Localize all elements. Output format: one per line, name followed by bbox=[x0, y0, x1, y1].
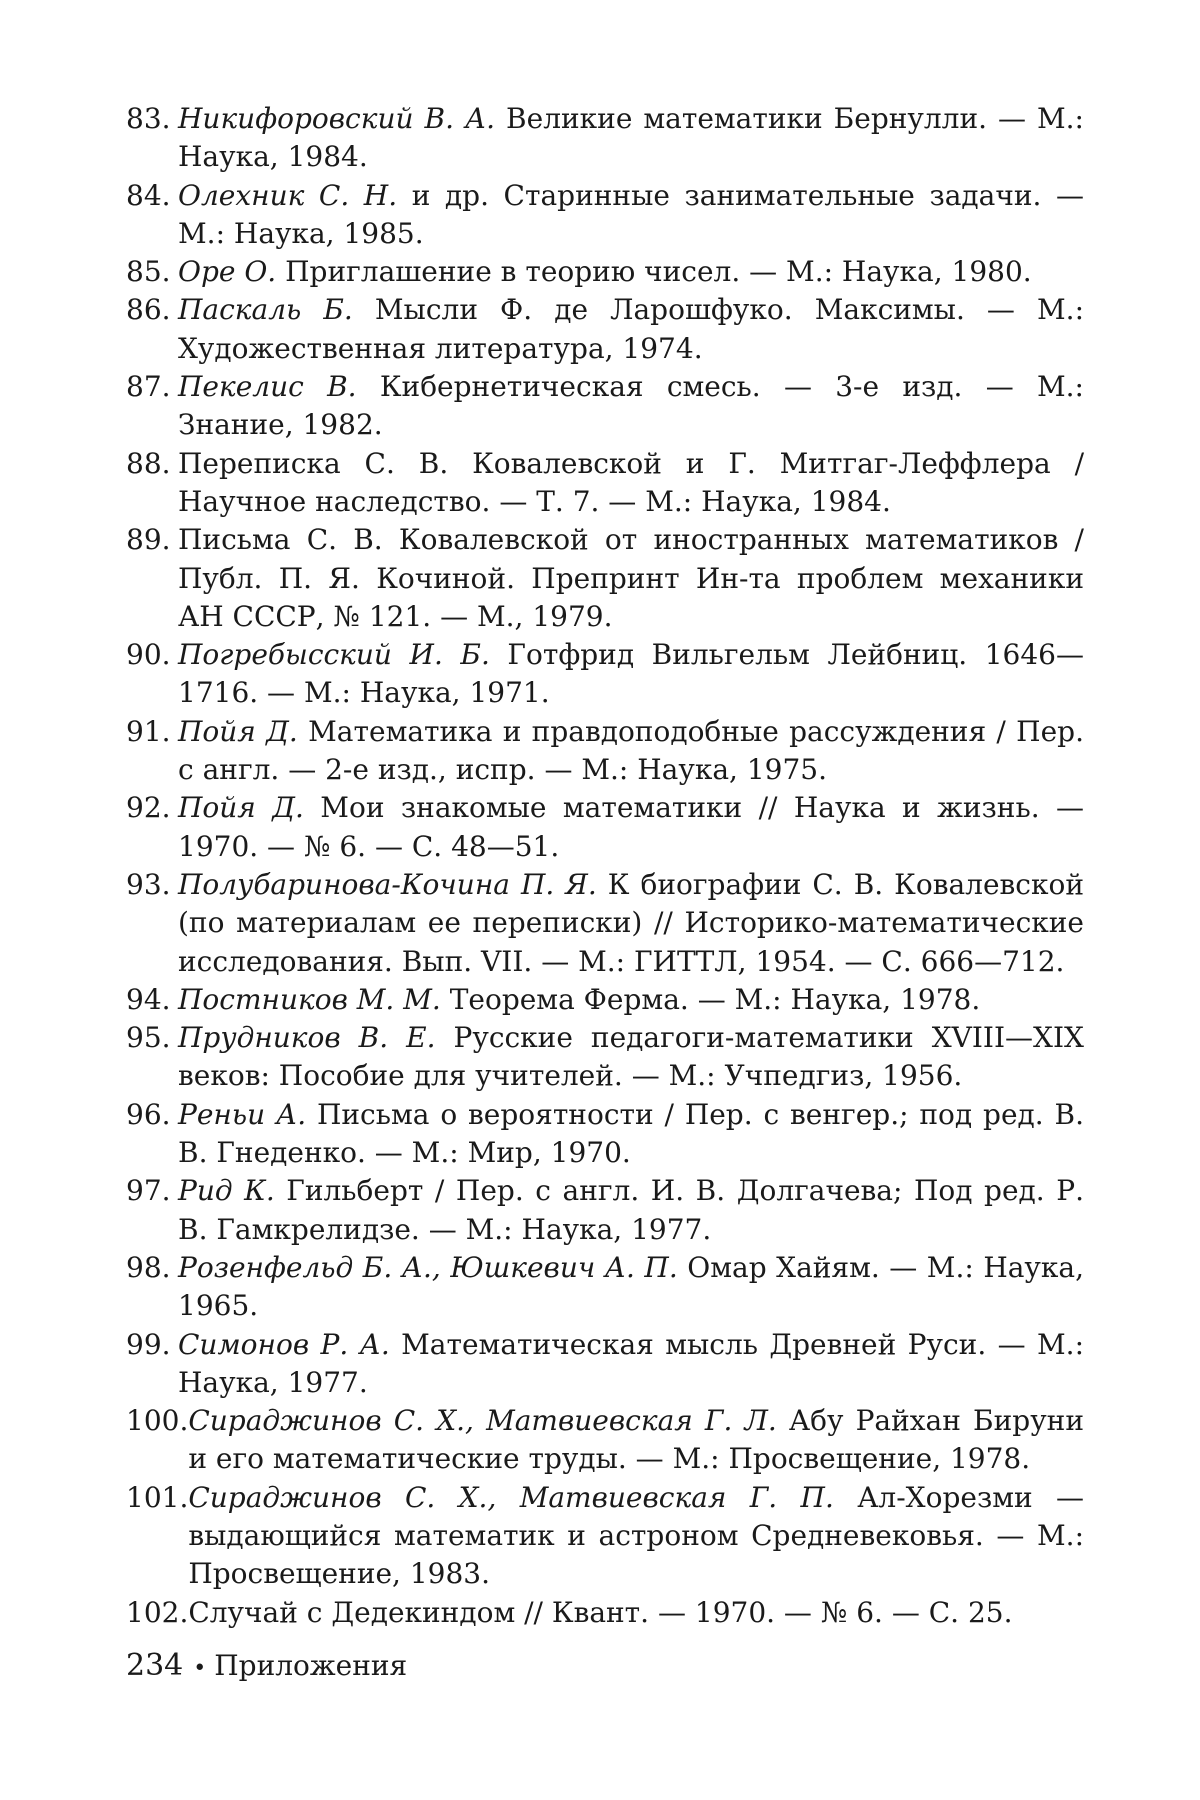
reference-description: К биографии С. В. Ковалевской (по материалам ее переписки) // Историко-математические исследования. Вып. VII. — М.: ГИТТЛ, 1954. — С. 666—712. bbox=[178, 868, 1084, 978]
reference-author: Никифоровский В. А. bbox=[178, 102, 495, 135]
reference-description: Математика и правдоподобные рассуждения / Пер. с англ. — 2-е изд., испр. — М.: Наука, 1975. bbox=[178, 715, 1084, 786]
reference-number: 84. bbox=[126, 177, 178, 254]
reference-text bbox=[178, 368, 1084, 445]
reference-description: Гильберт / Пер. с англ. И. В. Долгачева; Под ред. Р. В. Гамкрелидзе. — М.: Наука, 1977. bbox=[178, 1174, 1084, 1245]
reference-description: Великие математики Бернулли. — М.: Наука, 1984. bbox=[178, 102, 1084, 173]
reference-number: 88. bbox=[126, 445, 178, 522]
reference-description: Переписка С. В. Ковалевской и Г. Митгаг-Леффлера / Научное наследство. — Т. 7. — М.: Наука, 1984. bbox=[178, 447, 1084, 518]
reference-description: Омар Хайям. — М.: Наука, 1965. bbox=[178, 1251, 1084, 1322]
reference-list bbox=[126, 100, 1084, 1632]
reference-number: 91. bbox=[126, 713, 178, 790]
reference-text bbox=[178, 445, 1084, 522]
reference-text bbox=[178, 713, 1084, 790]
reference-item bbox=[126, 1172, 1084, 1249]
page-footer bbox=[126, 1647, 407, 1688]
reference-number: 86. bbox=[126, 291, 178, 368]
reference-text bbox=[178, 866, 1084, 981]
reference-item bbox=[126, 1096, 1084, 1173]
reference-number: 87. bbox=[126, 368, 178, 445]
reference-author: Постников М. М. bbox=[178, 983, 441, 1016]
reference-item bbox=[126, 253, 1084, 291]
reference-author: Реньи А. bbox=[178, 1098, 306, 1131]
reference-item bbox=[126, 291, 1084, 368]
reference-number: 99. bbox=[126, 1326, 178, 1403]
reference-author: Симонов Р. А. bbox=[178, 1328, 390, 1361]
reference-item bbox=[126, 100, 1084, 177]
reference-text bbox=[188, 1479, 1084, 1594]
reference-text bbox=[178, 100, 1084, 177]
reference-author: Сираджинов С. Х., Матвиевская Г. Л. bbox=[188, 1404, 776, 1437]
reference-number: 92. bbox=[126, 789, 178, 866]
reference-description: Русские педагоги-математики XVIII—XIX веков: Пособие для учителей. — М.: Учпедгиз, 1956. bbox=[178, 1021, 1084, 1092]
reference-text bbox=[178, 521, 1084, 636]
reference-item bbox=[126, 1479, 1084, 1594]
reference-number: 93. bbox=[126, 866, 178, 981]
reference-text bbox=[178, 1326, 1084, 1403]
section-title: Приложения bbox=[214, 1649, 407, 1682]
reference-description: Мысли Ф. де Ларошфуко. Максимы. — М.: Художественная литература, 1974. bbox=[178, 293, 1084, 364]
reference-item bbox=[126, 1249, 1084, 1326]
reference-text bbox=[188, 1594, 1084, 1632]
reference-item bbox=[126, 177, 1084, 254]
reference-description: Письма С. В. Ковалевской от иностранных математиков / Публ. П. Я. Кочиной. Препринт Ин-та проблем механики АН СССР, № 121. — М., 1979. bbox=[178, 523, 1084, 633]
reference-description: Письма о вероятности / Пер. с венгер.; под ред. В. В. Гнеденко. — М.: Мир, 1970. bbox=[178, 1098, 1084, 1169]
reference-text bbox=[188, 1402, 1084, 1479]
reference-number: 89. bbox=[126, 521, 178, 636]
reference-item bbox=[126, 866, 1084, 981]
reference-text bbox=[178, 177, 1084, 254]
reference-description: Кибернетическая смесь. — 3-е изд. — М.: Знание, 1982. bbox=[178, 370, 1084, 441]
reference-description: Мои знакомые математики // Наука и жизнь. — 1970. — № 6. — С. 48—51. bbox=[178, 791, 1084, 862]
reference-description: Готфрид Вильгельм Лейбниц. 1646—1716. — М.: Наука, 1971. bbox=[178, 638, 1084, 709]
reference-number: 85. bbox=[126, 253, 178, 291]
reference-author: Полубаринова-Кочина П. Я. bbox=[178, 868, 597, 901]
reference-item bbox=[126, 445, 1084, 522]
reference-text bbox=[178, 291, 1084, 368]
reference-description: Абу Райхан Бируни и его математические труды. — М.: Просвещение, 1978. bbox=[188, 1404, 1084, 1475]
reference-author: Паскаль Б. bbox=[178, 293, 353, 326]
reference-item bbox=[126, 368, 1084, 445]
reference-author: Пекелис В. bbox=[178, 370, 357, 403]
reference-number: 100. bbox=[126, 1402, 188, 1479]
page-number: 234 bbox=[126, 1648, 183, 1683]
reference-text bbox=[178, 1249, 1084, 1326]
reference-text bbox=[178, 789, 1084, 866]
book-page bbox=[0, 0, 1200, 1800]
reference-number: 94. bbox=[126, 981, 178, 1019]
reference-author: Пойя Д. bbox=[178, 791, 304, 824]
reference-item bbox=[126, 713, 1084, 790]
reference-item bbox=[126, 521, 1084, 636]
reference-item bbox=[126, 981, 1084, 1019]
bullet-separator: • bbox=[193, 1656, 206, 1681]
reference-description: Теорема Ферма. — М.: Наука, 1978. bbox=[441, 983, 980, 1016]
reference-description: Ал-Хорезми — выдающийся математик и астроном Средневековья. — М.: Просвещение, 1983. bbox=[188, 1481, 1084, 1591]
reference-number: 98. bbox=[126, 1249, 178, 1326]
reference-description: и др. Старинные занимательные задачи. — М.: Наука, 1985. bbox=[178, 179, 1084, 250]
reference-text bbox=[178, 1019, 1084, 1096]
reference-number: 83. bbox=[126, 100, 178, 177]
reference-author: Пойя Д. bbox=[178, 715, 298, 748]
reference-item bbox=[126, 1402, 1084, 1479]
reference-author: Оре О. bbox=[178, 255, 276, 288]
reference-number: 96. bbox=[126, 1096, 178, 1173]
reference-author: Сираджинов С. Х., Матвиевская Г. П. bbox=[188, 1481, 834, 1514]
reference-number: 90. bbox=[126, 636, 178, 713]
reference-author: Олехник С. Н. bbox=[178, 179, 397, 212]
reference-description: Математическая мысль Древней Руси. — М.: Наука, 1977. bbox=[178, 1328, 1084, 1399]
reference-item bbox=[126, 789, 1084, 866]
reference-description: Случай с Дедекиндом // Квант. — 1970. — № 6. — С. 25. bbox=[188, 1596, 1012, 1629]
reference-item bbox=[126, 636, 1084, 713]
reference-text bbox=[178, 981, 1084, 1019]
reference-number: 101. bbox=[126, 1479, 188, 1594]
reference-text bbox=[178, 253, 1084, 291]
reference-description: Приглашение в теорию чисел. — М.: Наука, 1980. bbox=[276, 255, 1031, 288]
reference-text bbox=[178, 636, 1084, 713]
reference-author: Розенфельд Б. А., Юшкевич А. П. bbox=[178, 1251, 678, 1284]
reference-number: 97. bbox=[126, 1172, 178, 1249]
reference-number: 95. bbox=[126, 1019, 178, 1096]
reference-item bbox=[126, 1019, 1084, 1096]
reference-item bbox=[126, 1594, 1084, 1632]
reference-author: Прудников В. Е. bbox=[178, 1021, 436, 1054]
reference-text bbox=[178, 1096, 1084, 1173]
reference-text bbox=[178, 1172, 1084, 1249]
reference-item bbox=[126, 1326, 1084, 1403]
reference-number: 102. bbox=[126, 1594, 188, 1632]
reference-author: Погребысский И. Б. bbox=[178, 638, 490, 671]
reference-author: Рид К. bbox=[178, 1174, 275, 1207]
